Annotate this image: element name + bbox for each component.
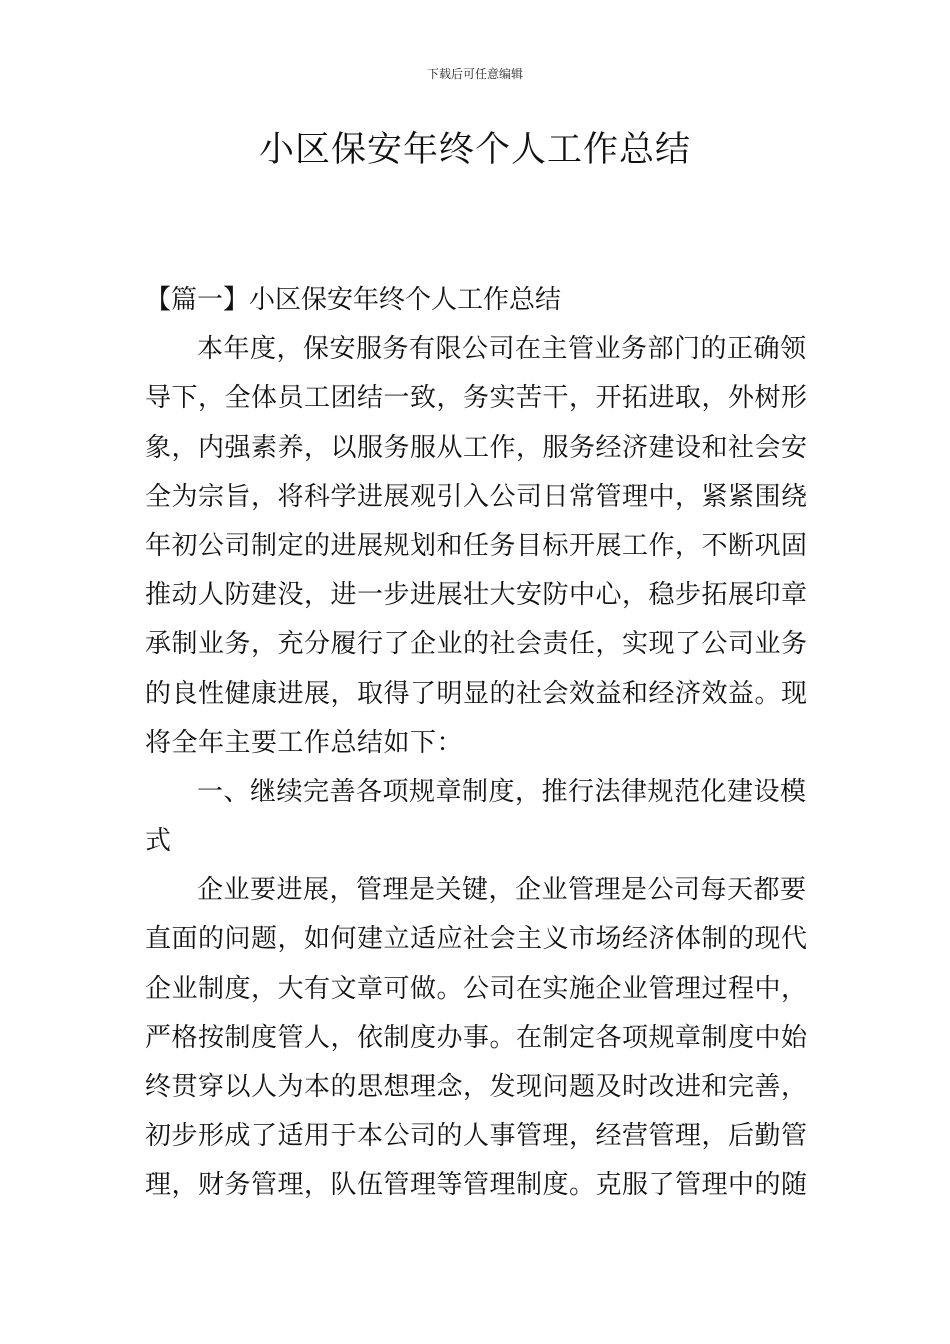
section-heading: 【篇一】小区保安年终个人工作总结 [145, 285, 562, 315]
paragraph-line: 全为宗旨，将科学进展观引入公司日常管理中，紧紧围绕 [145, 481, 808, 512]
document-title: 小区保安年终个人工作总结 [258, 130, 691, 170]
paragraph-line: 将全年主要工作总结如下： [145, 727, 464, 758]
paragraph-line: 企业要进展，管理是关键，企业管理是公司每天都要 [197, 875, 807, 906]
paragraph-line: 导下，全体员工团结一致，务实苦干，开拓进取，外树形 [145, 383, 808, 414]
paragraph-line: 初步形成了适用于本公司的人事管理，经营管理，后勤管 [145, 1121, 808, 1152]
paragraph-line: 推动人防建没，进一步进展壮大安防中心，稳步拓展印章 [145, 580, 808, 611]
header-note: 下载后可任意编辑 [426, 67, 523, 81]
paragraph-line: 年初公司制定的进展规划和任务目标开展工作，不断巩固 [145, 530, 808, 561]
paragraph-line: 理，财务管理，队伍管理等管理制度。克服了管理中的随 [145, 1170, 808, 1201]
paragraph-line: 象，内强素养，以服务服从工作，服务经济建设和社会安 [145, 432, 808, 463]
subheading-line: 一、继续完善各项规章制度，推行法律规范化建设模 [197, 776, 807, 807]
paragraph-line: 严格按制度管人，依制度办事。在制定各项规章制度中始 [145, 1022, 808, 1053]
paragraph-line: 承制业务，充分履行了企业的社会责任，实现了公司业务 [145, 629, 808, 660]
paragraph-line: 直面的问题，如何建立适应社会主义市场经济体制的现代 [145, 924, 808, 955]
paragraph-line: 本年度，保安服务有限公司在主管业务部门的正确领 [197, 334, 807, 365]
paragraph-line: 企业制度，大有文章可做。公司在实施企业管理过程中， [145, 973, 808, 1004]
paragraph-line: 终贯穿以人为本的思想理念，发现问题及时改进和完善， [145, 1072, 808, 1102]
document-body [145, 276, 807, 1211]
subheading-line: 式 [145, 826, 172, 857]
paragraph-line: 的良性健康进展，取得了明显的社会效益和经济效益。现 [145, 678, 808, 709]
